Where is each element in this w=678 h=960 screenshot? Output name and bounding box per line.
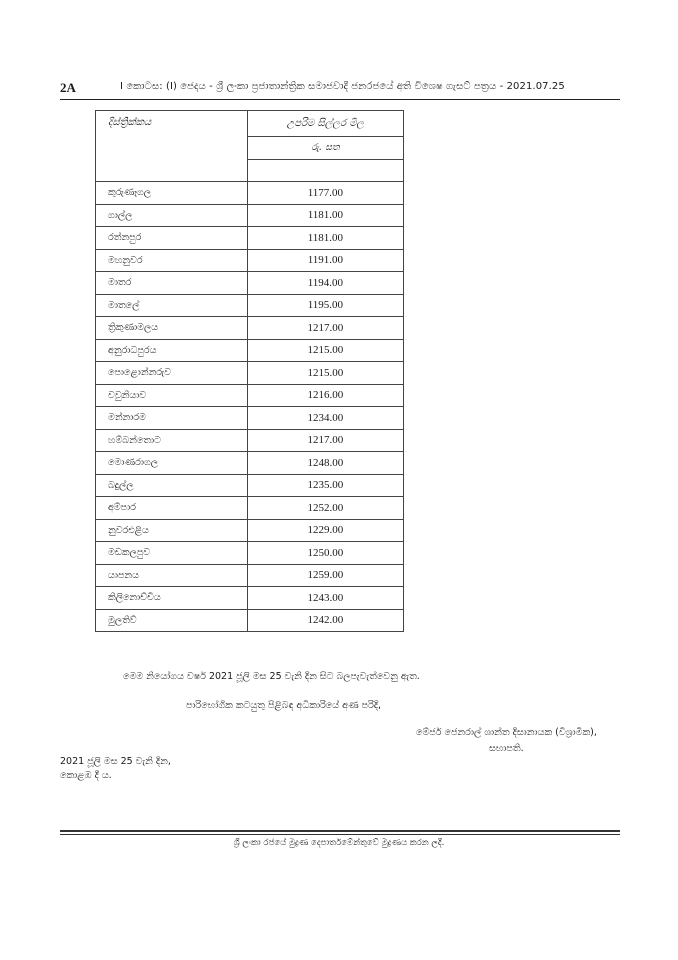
price-cell: 1216.00 [247,384,403,407]
signatory-name: මේජර් ජෙනරාල් ශාන්ත දිසානායක (විශ්‍රාමික), [416,727,597,738]
district-cell: මුලතිව් [96,609,248,632]
unit-label: රු. සත [311,142,340,154]
spacer-cell [247,159,403,182]
district-cell: ත්‍රිකුණාමලය [96,317,248,340]
gazette-header-title: I කොටස: (I) ජෙදය - ශ්‍රී ලංකා ප්‍රජාතාන්ත්‍රික සමාජවාදී ජනරජයේ අති විශෙෂ ගැසට් පත්‍රය - 2021.07.25 [120,81,565,92]
footer-divider-thick [60,830,620,832]
header-divider [60,99,620,100]
price-cell: 1177.00 [247,182,403,205]
page-header [60,80,620,96]
table-row [96,182,404,205]
price-cell: 1191.00 [247,249,403,272]
table-row [96,407,404,430]
district-cell: පොළොන්නරුව [96,362,248,385]
price-cell: 1243.00 [247,587,403,610]
table-row [96,429,404,452]
price-cell: 1217.00 [247,429,403,452]
price-cell: 1181.00 [247,227,403,250]
unit-cell [247,137,403,160]
table-row [96,249,404,272]
issue-place: කොළඹ දී ය. [60,770,112,781]
price-cell: 1215.00 [247,339,403,362]
price-cell: 1252.00 [247,497,403,520]
district-cell: නුවරඑළිය [96,519,248,542]
price-cell: 1234.00 [247,407,403,430]
price-cell: 1181.00 [247,204,403,227]
district-cell: රත්නපුර [96,227,248,250]
district-cell: වවුනියාව [96,384,248,407]
table-row [96,227,404,250]
district-cell: කිලිනොච්චිය [96,587,248,610]
table-row [96,474,404,497]
price-cell: 1248.00 [247,452,403,475]
page-number: 2A [60,80,76,95]
table-row [96,384,404,407]
signatory-title: සභාපති. [489,743,524,754]
issue-date: 2021 ජූලි මස 25 වැනි දින, [60,756,171,767]
price-table [95,110,404,632]
district-cell: ගාල්ල [96,204,248,227]
table-row [96,317,404,340]
table-row [96,339,404,362]
table-row [96,587,404,610]
district-cell: යාපනය [96,564,248,587]
price-cell: 1195.00 [247,294,403,317]
table-row [96,294,404,317]
district-cell: මාතලේ [96,294,248,317]
district-cell: මාතර [96,272,248,295]
price-cell: 1217.00 [247,317,403,340]
table-row [96,362,404,385]
price-cell: 1242.00 [247,609,403,632]
table-row [96,452,404,475]
footer-divider-thin [60,834,620,835]
district-cell: අම්පාර [96,497,248,520]
price-column-header [247,111,403,137]
price-column-label: උපරිම සිල්ලර මිල [286,118,365,129]
table-header-row [96,111,404,137]
district-cell: කුරුණෑගල [96,182,248,205]
district-column-label: දිස්ත්‍රික්කය [108,117,152,128]
price-cell: 1215.00 [247,362,403,385]
district-cell: බදුල්ල [96,474,248,497]
district-cell: හම්බන්තොට [96,429,248,452]
district-cell: මන්නාරම [96,407,248,430]
table-row [96,564,404,587]
table-row [96,542,404,565]
price-cell: 1194.00 [247,272,403,295]
price-cell: 1259.00 [247,564,403,587]
printer-footer: ශ්‍රී ලංකා රජයේ මුද්‍රණ දෙපාර්තමේන්තුවේ මුද්‍රණය කරන ලදී. [233,838,445,848]
district-cell: මහනුවර [96,249,248,272]
authority-line: පාරිභෝගික කටයුතු පිළිබඳ අධිකාරියේ අණ පරිදි, [186,700,382,711]
price-cell: 1229.00 [247,519,403,542]
table-row [96,519,404,542]
effective-date-line: මෙම නියෝගය වර්ෂ 2021 ජූලි මස 25 වැනි දින සිට බලපැවැත්වෙනු ඇත. [123,671,420,682]
district-column-header [96,111,248,182]
district-cell: මඩකලපුව [96,542,248,565]
price-cell: 1250.00 [247,542,403,565]
table-row [96,272,404,295]
table-row [96,609,404,632]
price-cell: 1235.00 [247,474,403,497]
district-cell: මොණරාගල [96,452,248,475]
table-row [96,497,404,520]
district-cell: අනුරාධපුරය [96,339,248,362]
table-row [96,204,404,227]
